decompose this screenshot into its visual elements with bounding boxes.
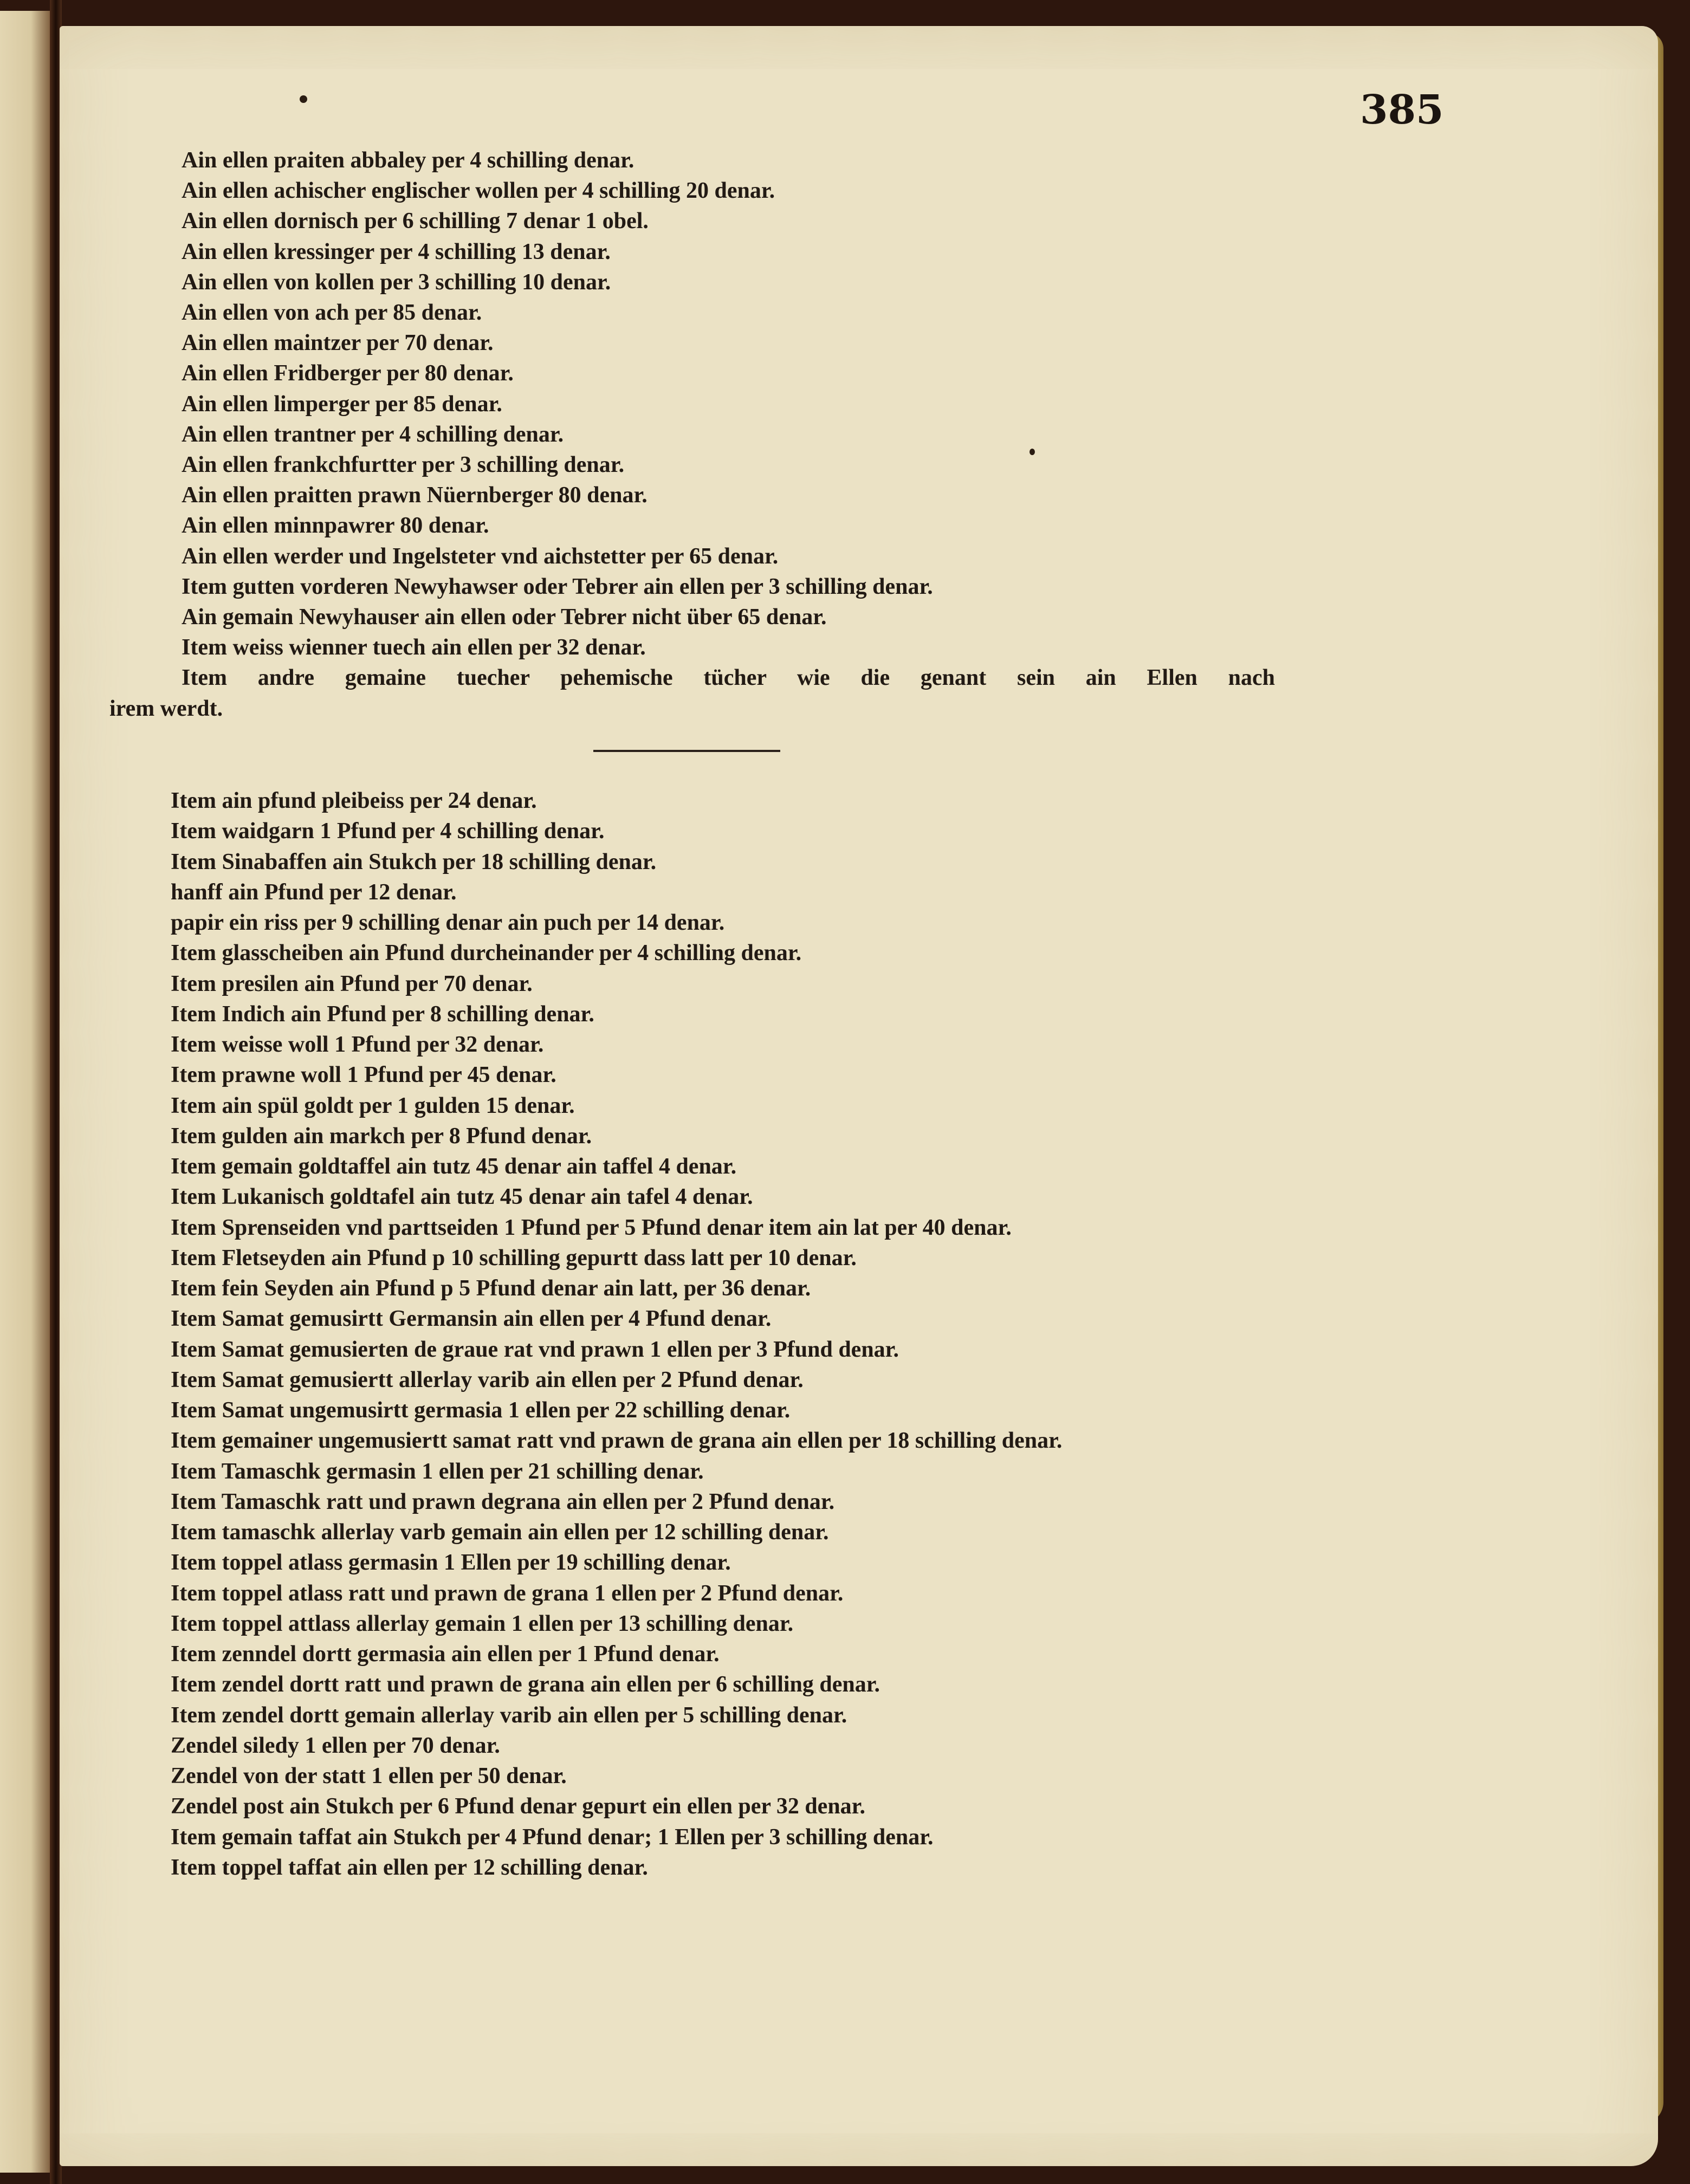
goods-entry-line: Item glasscheiben ain Pfund durcheinander per 4 schilling denar. [171,941,802,966]
goods-entry-line: Zendel post ain Stukch per 6 Pfund denar gepurt ein ellen per 32 denar. [171,1794,865,1819]
facing-page-edge [0,11,51,2173]
goods-entry-line: Item toppel attlass allerlay gemain 1 ellen per 13 schilling denar. [171,1611,794,1636]
ink-speck [300,95,307,103]
goods-entry-line: Item Tamaschk germasin 1 ellen per 21 schilling denar. [171,1459,704,1484]
cloth-entry-line: Ain ellen frankchfurtter per 3 schilling denar. [182,452,625,478]
cloth-entry-line: Ain ellen von kollen per 3 schilling 10 denar. [182,269,611,295]
goods-entry-line: Item toppel atlass ratt und prawn de grana 1 ellen per 2 Pfund denar. [171,1580,844,1606]
goods-entry-line: Item Indich ain Pfund per 8 schilling denar. [171,1001,594,1027]
section-divider-rule [593,750,780,752]
cloth-entry-line: irem werdt. [109,696,223,721]
goods-entry-line: hanff ain Pfund per 12 denar. [171,879,457,905]
goods-entry-line: Item Samat gemusierten de graue rat vnd prawn 1 ellen per 3 Pfund denar. [171,1337,899,1362]
goods-entry-line: Item ain pfund pleibeiss per 24 denar. [171,788,537,813]
ink-speck [1029,449,1035,455]
goods-entry-line: Item gemain goldtaffel ain tutz 45 denar ain taffel 4 denar. [171,1154,737,1179]
cloth-entry-line: Item andre gemaine tuecher pehemische tücher wie die genant sein ain Ellen nach [182,665,1275,691]
goods-entry-line: Item gemain taffat ain Stukch per 4 Pfund denar; 1 Ellen per 3 schilling denar. [171,1824,934,1850]
cloth-price-list [109,145,1276,724]
goods-entry-line: Item zenndel dortt germasia ain ellen per 1 Pfund denar. [171,1642,720,1667]
cloth-entry-line: Ain ellen limperger per 85 denar. [182,391,502,417]
goods-entry-line: Item weisse woll 1 Pfund per 32 denar. [171,1032,544,1057]
goods-entry-line: Item presilen ain Pfund per 70 denar. [171,971,533,996]
goods-entry-line: Item tamaschk allerlay varb gemain ain ellen per 12 schilling denar. [171,1520,829,1545]
goods-entry-line: Item Sprenseiden vnd parttseiden 1 Pfund per 5 Pfund denar item ain lat per 40 denar. [171,1215,1012,1240]
cloth-entry-line: Ain ellen kressinger per 4 schilling 13 denar. [182,239,611,264]
goods-entry-line: Item toppel taffat ain ellen per 12 schilling denar. [171,1855,648,1880]
goods-entry-line: Item fein Seyden ain Pfund p 5 Pfund denar ain latt, per 36 denar. [171,1276,811,1301]
goods-entry-line: Item gemainer ungemusiertt samat ratt vnd prawn de grana ain ellen per 18 schilling denar. [171,1428,1063,1454]
cloth-entry-line: Ain ellen praitten prawn Nüernberger 80 denar. [182,483,647,508]
goods-entry-line: Item Samat gemusirtt Germansin ain ellen per 4 Pfund denar. [171,1306,772,1332]
goods-price-list [171,786,1281,1883]
goods-entry-line: Item Sinabaffen ain Stukch per 18 schilling denar. [171,849,657,874]
cloth-entry-line: Ain ellen maintzer per 70 denar. [182,330,494,356]
cloth-entry-line: Ain gemain Newyhauser ain ellen oder Tebrer nicht über 65 denar. [182,605,827,630]
goods-entry-line: Item Tamaschk ratt und prawn degrana ain ellen per 2 Pfund denar. [171,1489,835,1514]
page-number: 385 [1360,87,1444,133]
goods-entry-line: Item toppel atlass germasin 1 Ellen per 19 schilling denar. [171,1550,731,1576]
goods-entry-line: Zendel siledy 1 ellen per 70 denar. [171,1733,500,1758]
goods-entry-line: Item ain spül goldt per 1 gulden 15 denar. [171,1093,575,1118]
goods-entry-line: Item zendel dortt gemain allerlay varib ain ellen per 5 schilling denar. [171,1702,847,1728]
cloth-entry-line: Ain ellen praiten abbaley per 4 schilling denar. [182,148,634,173]
goods-entry-line: Item gulden ain markch per 8 Pfund denar. [171,1123,592,1149]
goods-entry-line: Item Fletseyden ain Pfund p 10 schilling gepurtt dass latt per 10 denar. [171,1245,857,1271]
cloth-entry-line: Ain ellen Fridberger per 80 denar. [182,361,514,386]
goods-entry-line: Item Samat ungemusirtt germasia 1 ellen per 22 schilling denar. [171,1398,791,1423]
cloth-entry-line: Ain ellen von ach per 85 denar. [182,300,482,326]
cloth-entry-line: Ain ellen minnpawrer 80 denar. [182,513,489,539]
cloth-entry-line: Item weiss wienner tuech ain ellen per 32 denar. [182,635,646,660]
cloth-entry-line: Ain ellen achischer englischer wollen per 4 schilling 20 denar. [182,178,775,204]
goods-entry-line: Item prawne woll 1 Pfund per 45 denar. [171,1062,556,1088]
cloth-entry-line: Ain ellen werder und Ingelsteter vnd aichstetter per 65 denar. [182,543,779,569]
cloth-entry-line: Item gutten vorderen Newyhawser oder Tebrer ain ellen per 3 schilling denar. [182,574,933,599]
goods-entry-line: Item zendel dortt ratt und prawn de grana ain ellen per 6 schilling denar. [171,1672,880,1697]
goods-entry-line: Item Lukanisch goldtafel ain tutz 45 denar ain tafel 4 denar. [171,1184,753,1210]
goods-entry-line: Zendel von der statt 1 ellen per 50 denar. [171,1764,567,1788]
goods-entry-line: papir ein riss per 9 schilling denar ain puch per 14 denar. [171,910,725,935]
cloth-entry-line: Ain ellen dornisch per 6 schilling 7 denar 1 obel. [182,209,649,234]
goods-entry-line: Item waidgarn 1 Pfund per 4 schilling denar. [171,819,605,844]
cloth-entry-line: Ain ellen trantner per 4 schilling denar. [182,422,564,447]
goods-entry-line: Item Samat gemusiertt allerlay varib ain ellen per 2 Pfund denar. [171,1367,804,1392]
